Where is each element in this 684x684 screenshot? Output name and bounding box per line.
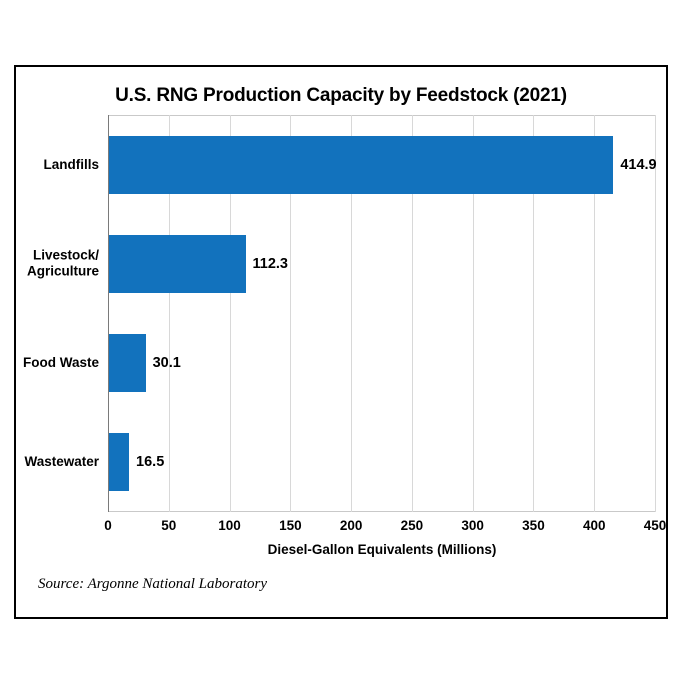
x-axis-ticks <box>104 512 667 538</box>
bar-value-label: 30.1 <box>152 355 181 372</box>
bar-row <box>43 115 657 214</box>
x-tick-label: 300 <box>461 518 484 533</box>
bar-row <box>24 413 656 512</box>
x-axis-title: Diesel-Gallon Equivalents (Millions) <box>267 542 497 557</box>
x-tick-label: 450 <box>643 518 667 533</box>
bar[interactable] <box>109 433 129 491</box>
x-tick-label: 150 <box>279 518 302 533</box>
x-tick-label: 350 <box>522 518 545 533</box>
bar[interactable] <box>109 235 246 293</box>
bar[interactable] <box>109 136 613 194</box>
bar[interactable] <box>109 334 146 392</box>
bar-series <box>23 115 657 512</box>
plot-wrapper <box>23 115 667 557</box>
category-label: Livestock/ Agriculture <box>26 247 99 279</box>
source-note: Source: Argonne National Laboratory <box>38 576 268 592</box>
bar-value-label: 16.5 <box>136 454 165 471</box>
chart-title: U.S. RNG Production Capacity by Feedstock (2021) <box>115 85 567 106</box>
x-tick-label: 400 <box>582 518 606 533</box>
bar-value-label: 414.9 <box>620 156 657 173</box>
bar-row <box>23 314 656 413</box>
x-tick-label: 0 <box>104 518 112 533</box>
chart-card <box>14 65 668 619</box>
x-tick-label: 250 <box>400 518 424 533</box>
x-tick-label: 50 <box>161 518 177 533</box>
x-tick-label: 100 <box>218 518 241 533</box>
category-label: Landfills <box>43 156 99 172</box>
bar-row <box>26 214 656 313</box>
x-tick-label: 200 <box>339 518 363 533</box>
category-label: Food Waste <box>23 354 99 370</box>
category-label: Wastewater <box>24 454 99 470</box>
bar-value-label: 112.3 <box>252 255 288 272</box>
